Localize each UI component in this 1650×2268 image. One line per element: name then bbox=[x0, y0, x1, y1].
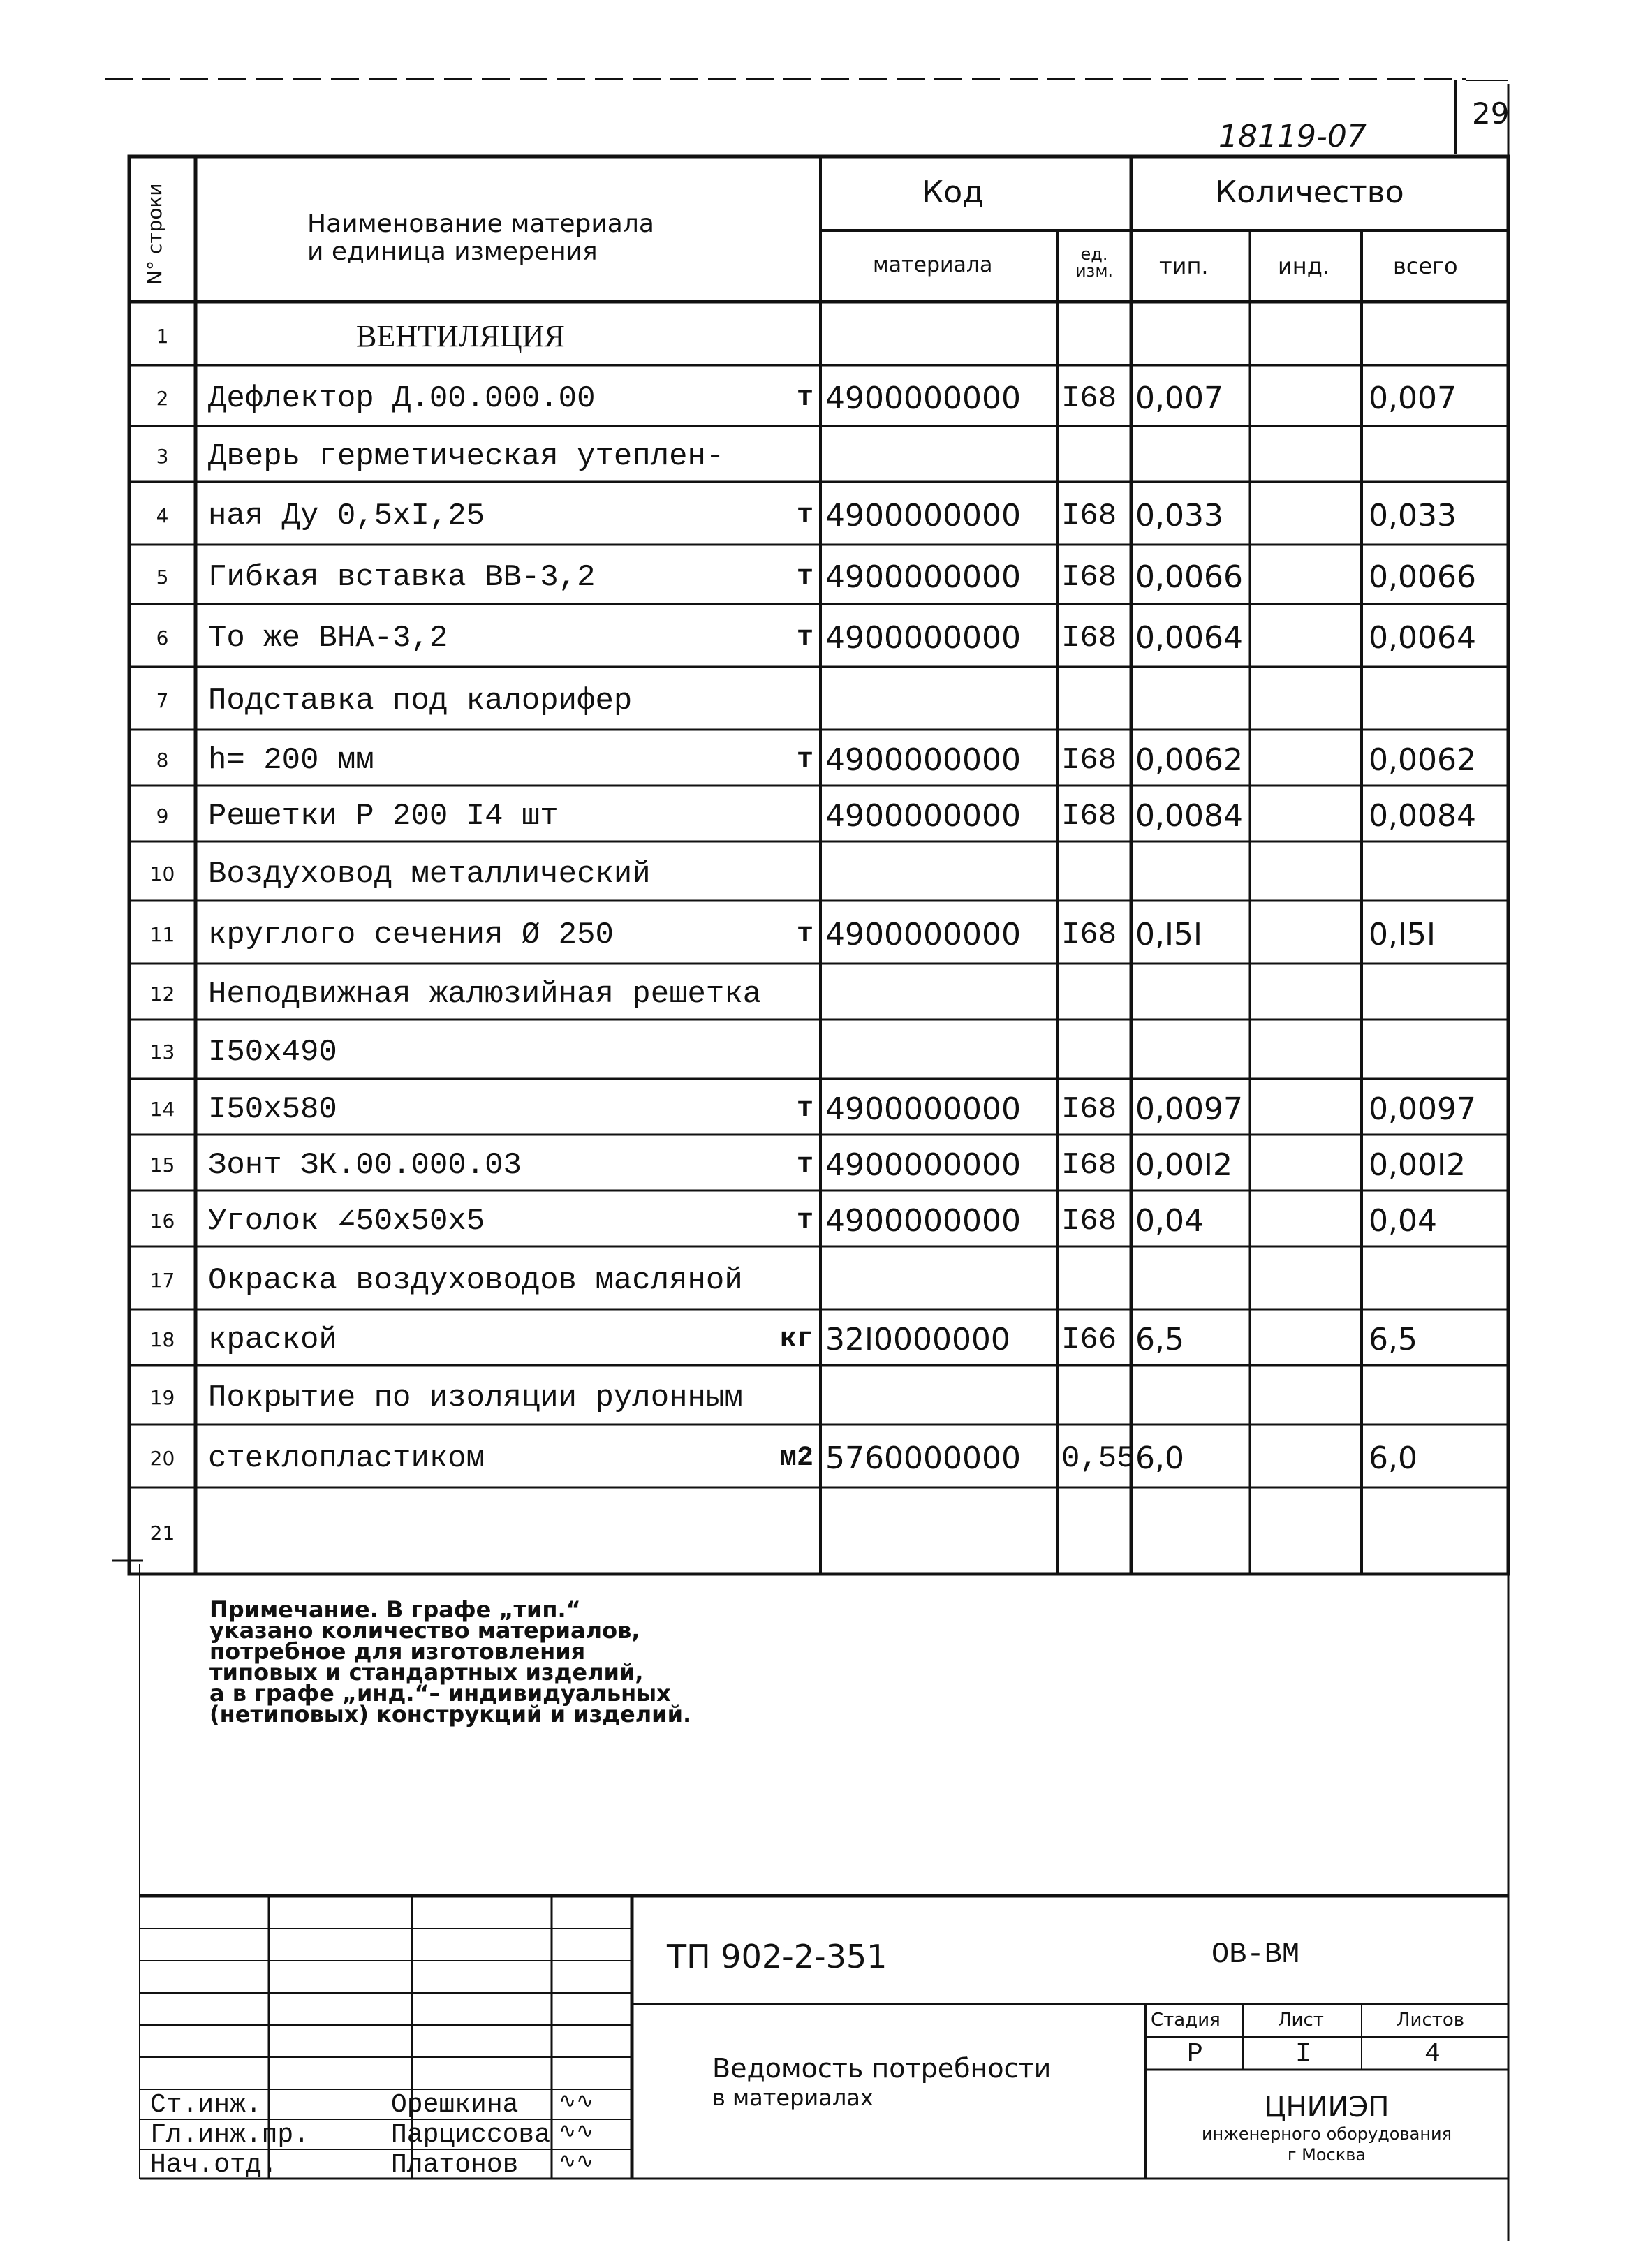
organization-line1: ЦНИИЭП bbox=[1264, 2091, 1390, 2123]
cell-code: 4900000000 bbox=[825, 1203, 1021, 1239]
stage-label: Стадия bbox=[1151, 2010, 1221, 2031]
code-material-header: материала bbox=[873, 253, 993, 277]
cell-n: 16 bbox=[149, 1209, 175, 1232]
note-line: а в графе „инд.“– индивидуальных bbox=[209, 1680, 671, 1707]
cell-name: Окраска воздуховодов масляной bbox=[208, 1263, 743, 1298]
cell-ed: I68 bbox=[1061, 621, 1117, 656]
cell-typ: 0,0062 bbox=[1135, 742, 1243, 778]
cell-name: ная Ду 0,5хI,25 bbox=[208, 499, 485, 533]
cell-ed: I68 bbox=[1061, 1204, 1117, 1239]
cell-n: 11 bbox=[149, 923, 175, 946]
cell-name: Дефлектор Д.00.000.00 bbox=[208, 381, 596, 416]
cell-n: 8 bbox=[156, 749, 169, 772]
cell-name: То же ВНА-3,2 bbox=[208, 621, 448, 656]
cell-total: 0,0062 bbox=[1369, 742, 1476, 778]
cell-typ: 0,0084 bbox=[1135, 798, 1243, 834]
cell-unit: кг bbox=[779, 1324, 813, 1355]
cell-unit: т bbox=[796, 1149, 813, 1181]
cell-unit: т bbox=[796, 919, 813, 950]
cell-n: 6 bbox=[156, 626, 169, 649]
cell-unit: т bbox=[796, 1205, 813, 1237]
cell-total: 0,007 bbox=[1369, 380, 1457, 416]
sheet-label: Лист bbox=[1278, 2010, 1324, 2031]
sheet-value: I bbox=[1295, 2039, 1311, 2069]
section-code: ОВ-ВМ bbox=[1211, 1938, 1300, 1971]
cell-total: 0,0084 bbox=[1369, 798, 1476, 834]
cell-total: 0,0066 bbox=[1369, 559, 1476, 595]
cell-n: 13 bbox=[149, 1040, 175, 1063]
organization-line3: г Москва bbox=[1287, 2145, 1367, 2165]
sheet-number: 29 bbox=[1472, 96, 1510, 131]
cell-ed: I68 bbox=[1061, 918, 1117, 952]
signer-role: Нач.отд. bbox=[150, 2150, 278, 2180]
cell-ed: I68 bbox=[1061, 799, 1117, 834]
cell-ed: I68 bbox=[1061, 1148, 1117, 1183]
cell-typ: 0,I5I bbox=[1135, 917, 1202, 952]
cell-code: 4900000000 bbox=[825, 380, 1021, 416]
signature-mark: ∿∿ bbox=[559, 2119, 594, 2143]
cell-name: Зонт ЗК.00.000.03 bbox=[208, 1148, 522, 1183]
stage-value: Р bbox=[1187, 2039, 1203, 2069]
cell-total: 0,I5I bbox=[1369, 917, 1436, 952]
cell-unit: т bbox=[796, 500, 813, 531]
cell-n: 5 bbox=[156, 565, 169, 589]
cell-n: 17 bbox=[149, 1269, 175, 1292]
cell-name: ВЕНТИЛЯЦИЯ bbox=[356, 318, 565, 353]
cell-name: Уголок ∠50х50х5 bbox=[208, 1204, 485, 1239]
cell-typ: 0,033 bbox=[1135, 498, 1223, 533]
cell-code: 5760000000 bbox=[825, 1441, 1021, 1476]
cell-name: Воздуховод металлический bbox=[208, 856, 651, 892]
cell-name: Гибкая вставка ВВ-3,2 bbox=[208, 559, 596, 595]
document-code: 18119-07 bbox=[1218, 119, 1367, 154]
cell-code: 4900000000 bbox=[825, 1091, 1021, 1127]
cell-n: 12 bbox=[149, 982, 175, 1006]
cell-n: 1 bbox=[156, 324, 169, 348]
cell-name: Покрытие по изоляции рулонным bbox=[208, 1380, 743, 1415]
note-line: Примечание. В графе „тип.“ bbox=[209, 1596, 581, 1623]
quantity-header: Количество bbox=[1215, 175, 1404, 210]
cell-n: 19 bbox=[149, 1385, 175, 1409]
sheets-label: Листов bbox=[1397, 2010, 1465, 2031]
quantity-typical-header: тип. bbox=[1159, 253, 1209, 279]
note-line: потребное для изготовления bbox=[209, 1638, 586, 1665]
cell-name: краской bbox=[208, 1323, 337, 1357]
cell-n: 18 bbox=[149, 1328, 175, 1351]
material-name-header-line2: и единица измерения bbox=[307, 237, 598, 266]
signature-mark: ∿∿ bbox=[559, 2149, 594, 2173]
note-line: типовых и стандартных изделий, bbox=[209, 1659, 644, 1686]
cell-n: 10 bbox=[149, 862, 175, 885]
cell-code: 4900000000 bbox=[825, 620, 1021, 656]
cell-ed: I68 bbox=[1061, 1092, 1117, 1127]
cell-name: Подставка под калорифер bbox=[208, 684, 633, 719]
cell-total: 0,033 bbox=[1369, 498, 1457, 533]
cell-unit: т bbox=[796, 744, 813, 776]
note-line: указано количество материалов, bbox=[209, 1617, 640, 1644]
cell-name: I50х490 bbox=[208, 1034, 337, 1070]
code-unit-header: ед. изм. bbox=[1075, 244, 1114, 281]
note bbox=[209, 1596, 692, 1728]
cell-typ: 0,007 bbox=[1135, 380, 1223, 416]
document-title-line1: Ведомость потребности bbox=[712, 2053, 1052, 2084]
cell-name: Решетки Р 200 I4 шт bbox=[208, 799, 559, 834]
cell-ed: 0,55 bbox=[1061, 1441, 1135, 1476]
cell-name: Дверь герметическая утеплен- bbox=[208, 439, 725, 474]
quantity-individual-header: инд. bbox=[1278, 253, 1330, 279]
cell-code: 4900000000 bbox=[825, 798, 1021, 834]
cell-n: 9 bbox=[156, 804, 169, 827]
cell-typ: 0,04 bbox=[1135, 1203, 1204, 1239]
cell-unit: т bbox=[796, 561, 813, 593]
signer-role: Гл.инж.пр. bbox=[150, 2120, 310, 2150]
signer-role: Ст.инж. bbox=[150, 2090, 262, 2120]
cell-total: 6,5 bbox=[1369, 1322, 1417, 1357]
cell-name: h= 200 мм bbox=[208, 743, 374, 778]
cell-n: 14 bbox=[149, 1098, 175, 1121]
cell-ed: I68 bbox=[1061, 499, 1117, 533]
cell-n: 7 bbox=[156, 689, 169, 712]
cell-n: 20 bbox=[149, 1447, 175, 1470]
cell-code: 4900000000 bbox=[825, 917, 1021, 952]
cell-code: 4900000000 bbox=[825, 1147, 1021, 1183]
cell-typ: 0,00I2 bbox=[1135, 1147, 1232, 1183]
quantity-total-header: всего bbox=[1393, 253, 1458, 279]
cell-typ: 0,0066 bbox=[1135, 559, 1243, 595]
code-header: Код bbox=[922, 175, 984, 210]
cell-total: 6,0 bbox=[1369, 1441, 1417, 1476]
cell-total: 0,0064 bbox=[1369, 620, 1476, 656]
cell-name: круглого сечения Ø 250 bbox=[208, 918, 614, 952]
cell-n: 15 bbox=[149, 1154, 175, 1177]
cell-unit: т bbox=[796, 1094, 813, 1125]
cell-ed: I68 bbox=[1061, 381, 1117, 416]
cell-code: 4900000000 bbox=[825, 742, 1021, 778]
signature-mark: ∿∿ bbox=[559, 2089, 594, 2113]
cell-ed: I68 bbox=[1061, 743, 1117, 778]
cell-code: 4900000000 bbox=[825, 559, 1021, 595]
signer-name: Парциссова bbox=[391, 2120, 551, 2150]
cell-n: 4 bbox=[156, 504, 169, 527]
cell-unit: т bbox=[796, 382, 813, 414]
cell-name: I50х580 bbox=[208, 1092, 337, 1127]
cell-total: 0,0097 bbox=[1369, 1091, 1476, 1127]
cell-total: 0,00I2 bbox=[1369, 1147, 1466, 1183]
cell-typ: 6,5 bbox=[1135, 1322, 1184, 1357]
note-line: (нетиповых) конструкций и изделий. bbox=[209, 1701, 692, 1728]
project-code: ТП 902-2-351 bbox=[667, 1938, 887, 1975]
cell-name: Неподвижная жалюзийная решетка bbox=[208, 977, 762, 1012]
cell-name: стеклопластиком bbox=[208, 1441, 485, 1476]
sheets-value: 4 bbox=[1424, 2039, 1441, 2069]
cell-typ: 0,0097 bbox=[1135, 1091, 1243, 1127]
cell-total: 0,04 bbox=[1369, 1203, 1437, 1239]
cell-n: 3 bbox=[156, 445, 169, 468]
cell-typ: 6,0 bbox=[1135, 1441, 1184, 1476]
organization-line2: инженерного оборудования bbox=[1201, 2124, 1452, 2144]
signer-name: Платонов bbox=[391, 2150, 519, 2180]
cell-unit: м2 bbox=[779, 1443, 813, 1474]
row-number-header: N° строки bbox=[143, 183, 166, 285]
cell-code: 32I0000000 bbox=[825, 1322, 1010, 1357]
signer-name: Орешкина bbox=[391, 2090, 519, 2120]
cell-unit: т bbox=[796, 622, 813, 654]
cell-ed: I68 bbox=[1061, 559, 1117, 595]
material-name-header-line1: Наименование материала bbox=[307, 209, 654, 238]
cell-n: 21 bbox=[149, 1522, 175, 1545]
document-title-line2: в материалах bbox=[712, 2084, 874, 2111]
cell-typ: 0,0064 bbox=[1135, 620, 1243, 656]
cell-ed: I66 bbox=[1061, 1323, 1117, 1357]
cell-code: 4900000000 bbox=[825, 498, 1021, 533]
cell-n: 2 bbox=[156, 386, 169, 410]
